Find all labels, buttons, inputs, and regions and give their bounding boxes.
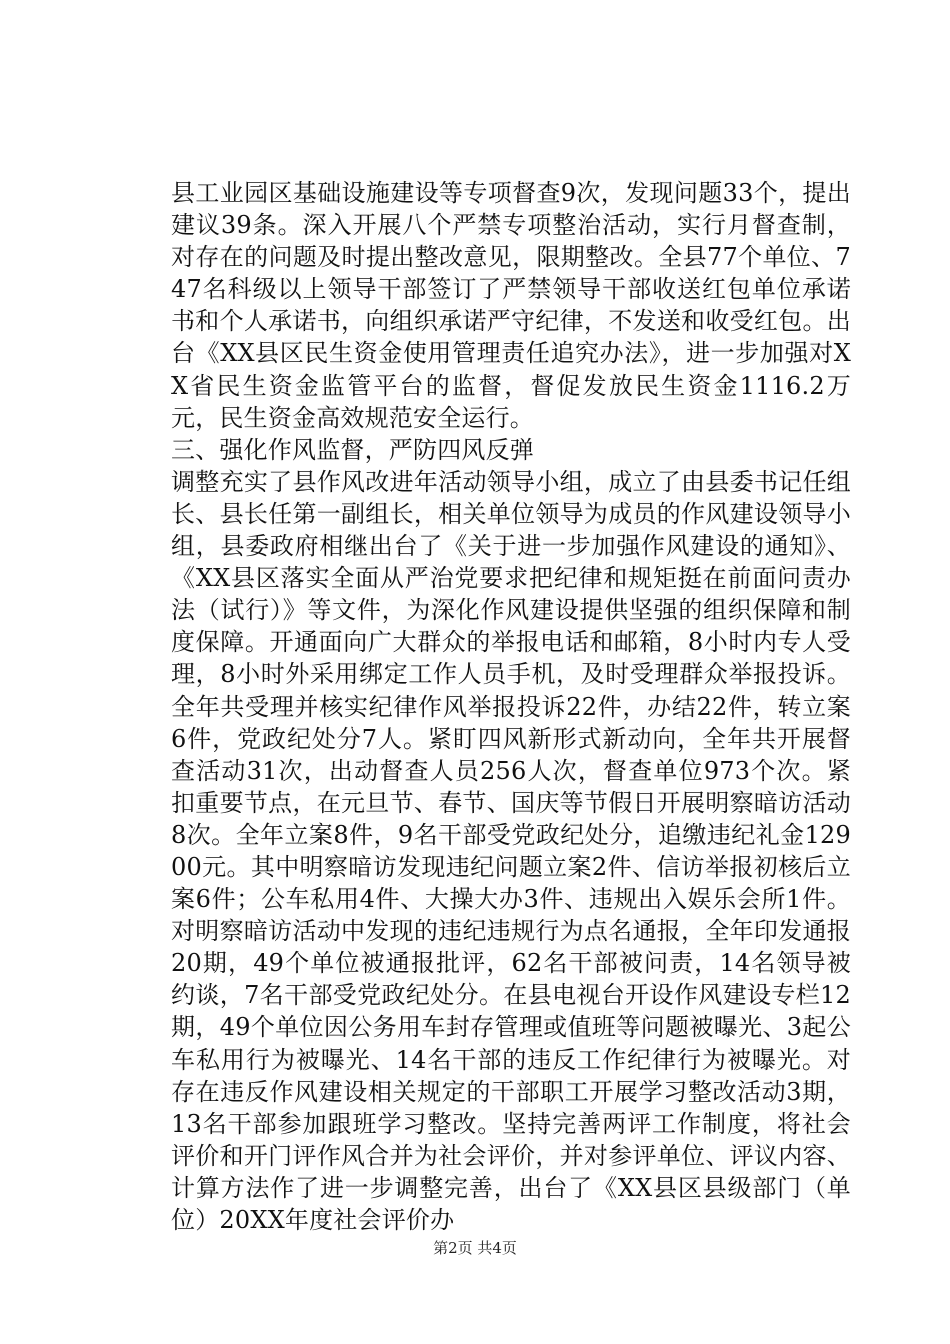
document-body (171, 177, 851, 1236)
page-footer (0, 1238, 950, 1258)
body-paragraph: 县工业园区基础设施建设等专项督查9次，发现问题33个，提出建议39条。深入开展八个严禁专项整治活动，实行月督查制，对存在的问题及时提出整改意见，限期整改。全县77个单位、747名科级以上领导干部签订了严禁领导干部收送红包单位承诺书和个人承诺书，向组织承诺严守纪律，不发送和收受红包。出台《XX县区民生资金使用管理责任追究办法》，进一步加强对XX省民生资金监管平台的监督，督促发放民生资金1116.2万元，民生资金高效规范安全运行。 (171, 179, 851, 432)
section-heading-text: 三、强化作风监督，严防四风反弹 (171, 435, 534, 464)
page-number-label: 第2页 共4页 (433, 1239, 517, 1257)
body-paragraph: 调整充实了县作风改进年活动领导小组，成立了由县委书记任组长、县长任第一副组长，相关单位领导为成员的作风建设领导小组，县委政府相继出台了《关于进一步加强作风建设的通知》、《XX县区落实全面从严治党要求把纪律和规矩挺在前面问责办法（试行）》等文件，为深化作风建设提供坚强的组织保障和制度保障。开通面向广大群众的举报电话和邮箱，8小时内专人受理，8小时外采用绑定工作人员手机，及时受理群众举报投诉。全年共受理并核实纪律作风举报投诉22件，办结22件，转立案6件，党政纪处分7人。紧盯四风新形式新动向，全年共开展督查活动31次，出动督查人员256人次，督查单位973个次。紧扣重要节点，在元旦节、春节、国庆等节假日开展明察暗访活动8次。全年立案8件，9名干部受党政纪处分，追缴违纪礼金12900元。其中明察暗访发现违纪问题立案2件、信访举报初核后立案6件；公车私用4件、大操大办3件、违规出入娱乐会所1件。对明察暗访活动中发现的违纪违规行为点名通报，全年印发通报20期，49个单位被通报批评，62名干部被问责，14名领导被约谈，7名干部受党政纪处分。在县电视台开设作风建设专栏12期，49个单位因公务用车封存管理或值班等问题被曝光、3起公车私用行为被曝光、14名干部的违反工作纪律行为被曝光。对存在违反作风建设相关规定的干部职工开展学习整改活动3期，13名干部参加跟班学习整改。坚持完善两评工作制度，将社会评价和开门评作风合并为社会评价，并对参评单位、评议内容、计算方法作了进一步调整完善，出台了《XX县区县级部门（单位）20XX年度社会评价办 (171, 467, 851, 1234)
section-heading (171, 434, 851, 466)
